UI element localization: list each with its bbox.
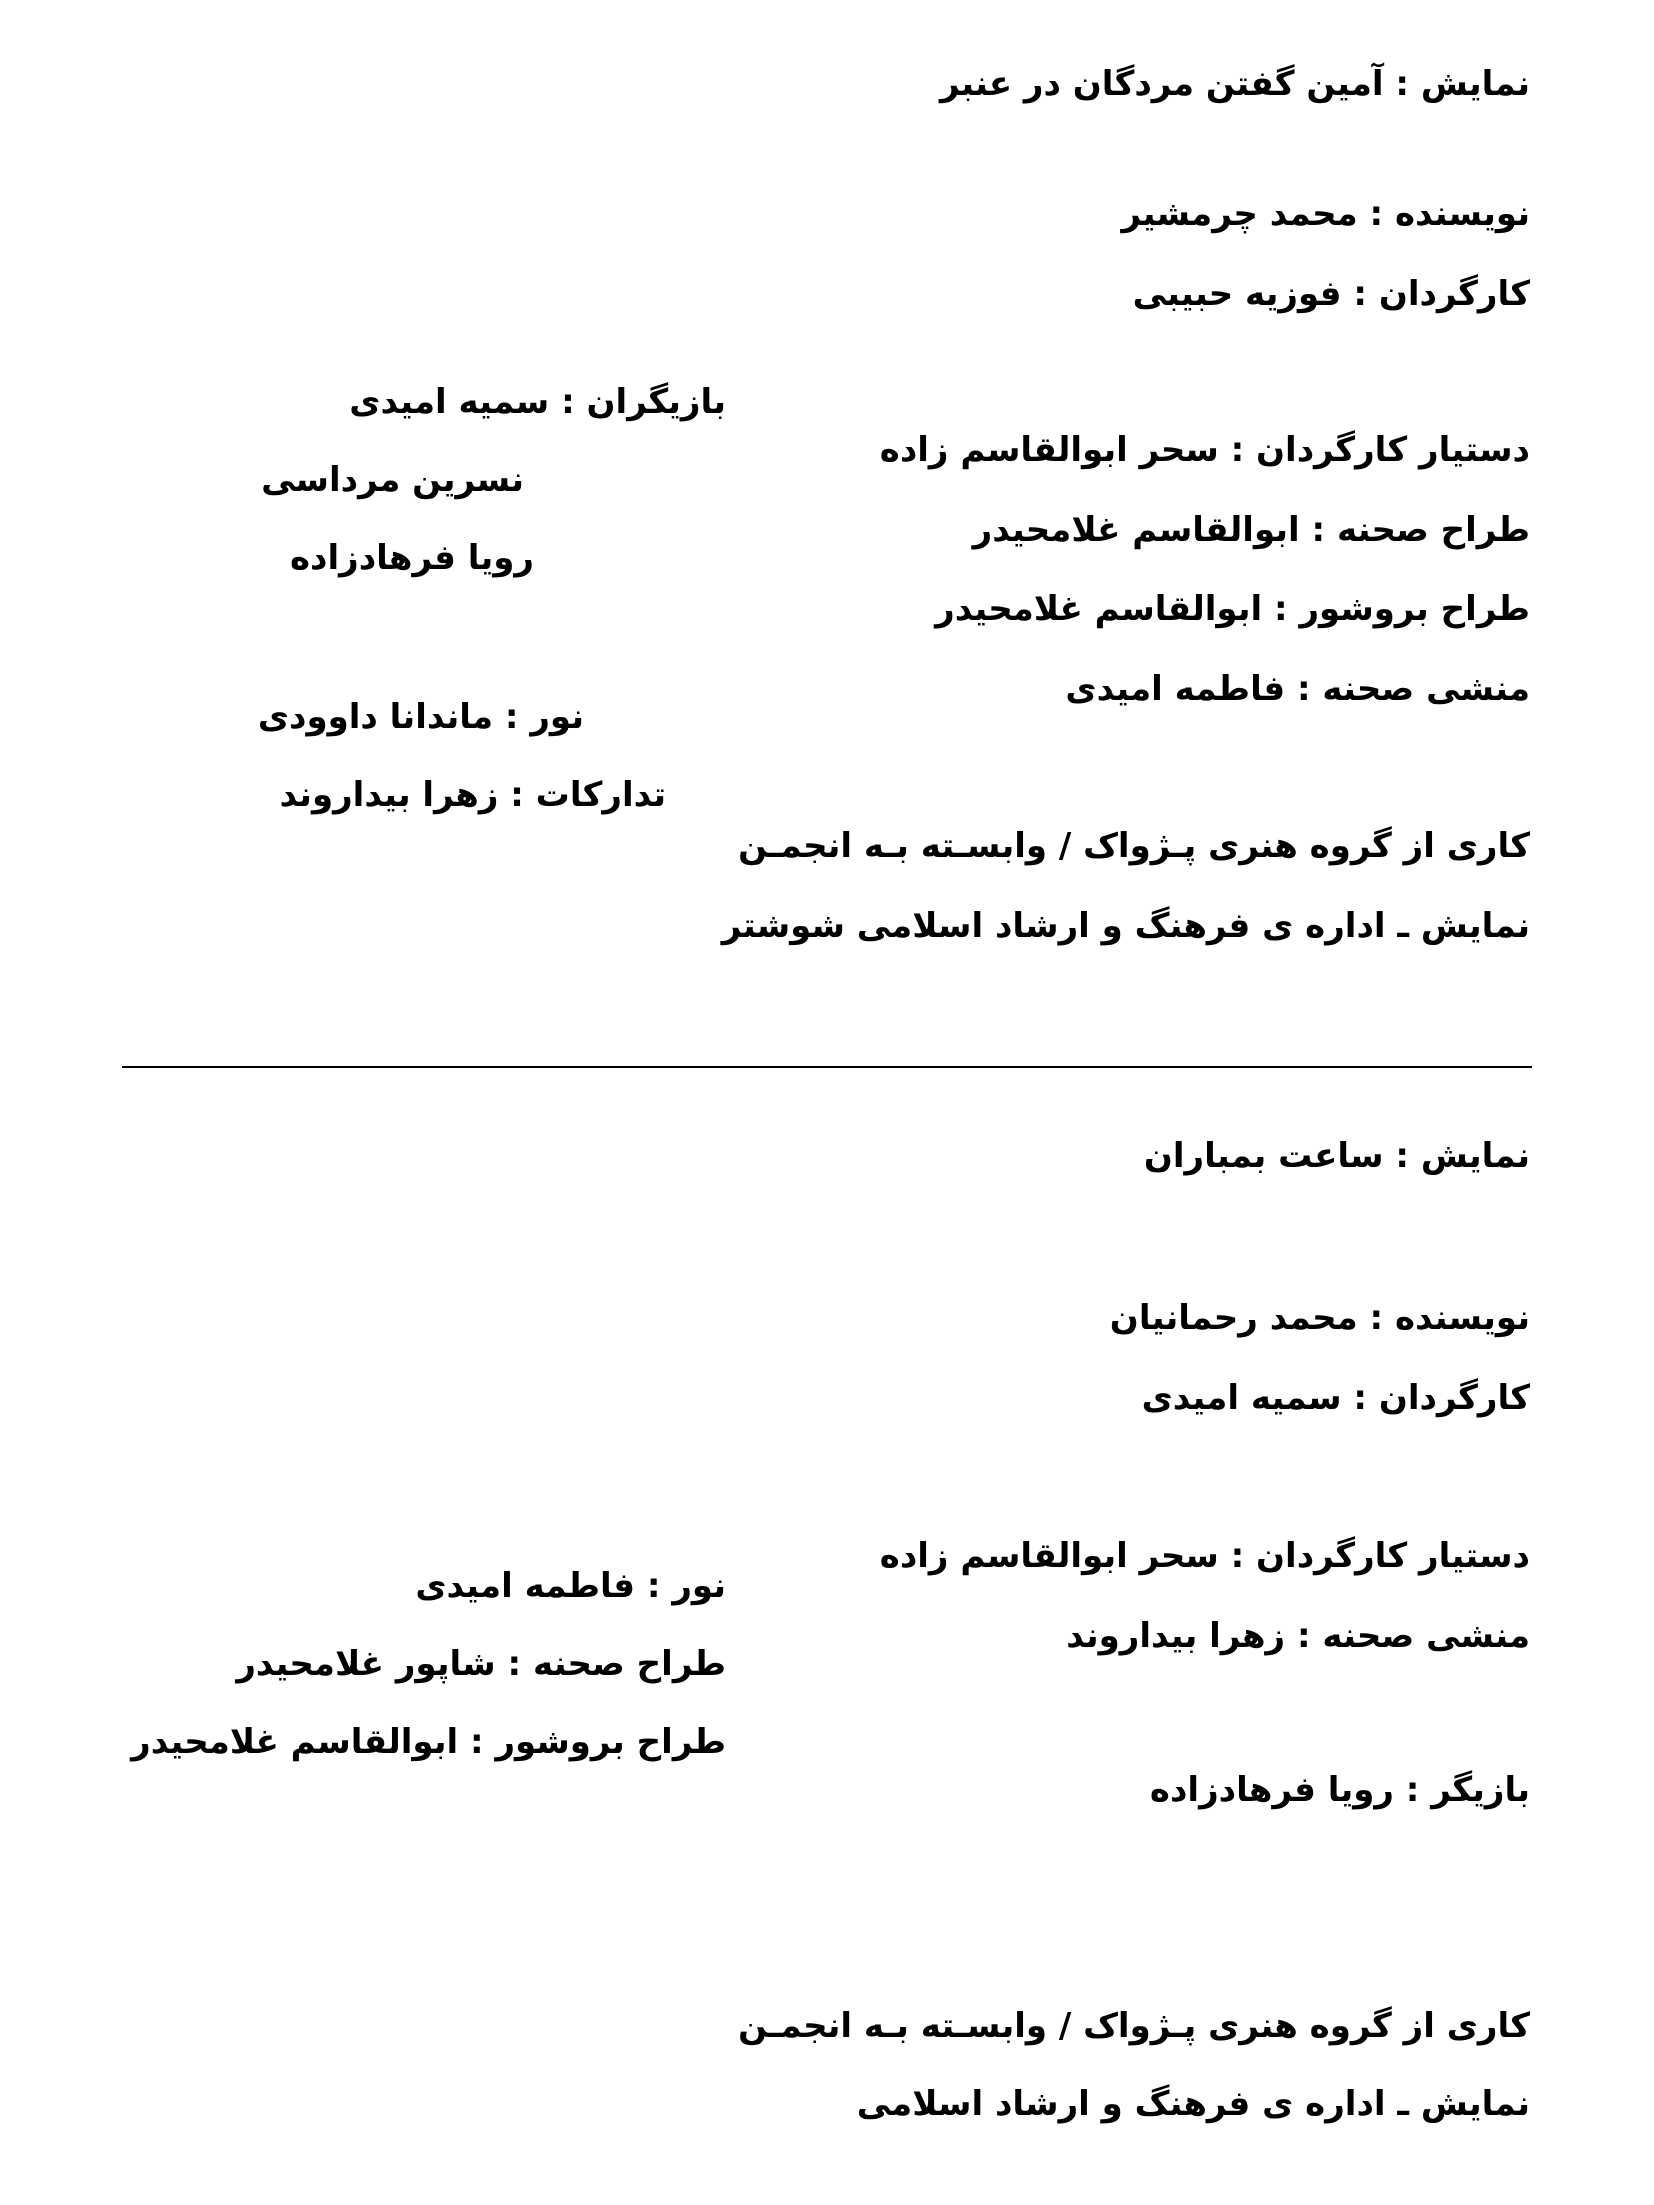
show2-credit-line-1: کاری از گروه هنری پـژواک / وابسـته بـه انجمـن	[738, 2006, 1530, 2046]
show1-director: کارگردان : فوزیه حبیبی	[1132, 274, 1530, 314]
show1-lighting: نور : ماندانا داوودی	[257, 697, 584, 737]
show1-credit-line-1: کاری از گروه هنری پـژواک / وابسـته بـه انجمـن	[738, 826, 1530, 866]
show1-script-supervisor: منشی صحنه : فاطمه امیدی	[1065, 669, 1530, 709]
show1-writer: نویسنده : محمد چرمشیر	[1121, 194, 1530, 234]
show1-brochure-designer: طراح بروشور : ابوالقاسم غلامحیدر	[935, 589, 1530, 629]
show1-actor-3: رویا فرهادزاده	[289, 538, 534, 578]
show1-set-designer: طراح صحنه : ابوالقاسم غلامحیدر	[972, 510, 1530, 550]
show2-director: کارگردان : سمیه امیدی	[1141, 1378, 1530, 1418]
show2-actor: بازیگر : رویا فرهادزاده	[1149, 1770, 1530, 1810]
show1-title: نمایش : آمین گفتن مردگان در عنبر	[939, 64, 1530, 104]
show2-script-supervisor: منشی صحنه : زهرا بیداروند	[1066, 1616, 1530, 1656]
show1-actor-2: نسرین مرداسی	[261, 460, 524, 500]
show1-credit-line-2: نمایش ـ اداره ی فرهنگ و ارشاد اسلامی شوشتر	[721, 906, 1530, 946]
show2-brochure-designer: طراح بروشور : ابوالقاسم غلامحیدر	[131, 1722, 726, 1762]
section-divider	[122, 1066, 1532, 1068]
show2-assistant-director: دستیار کارگردان : سحر ابوالقاسم زاده	[879, 1536, 1530, 1576]
show2-credit-line-2: نمایش ـ اداره ی فرهنگ و ارشاد اسلامی	[856, 2084, 1530, 2124]
show2-title: نمایش : ساعت بمباران	[1143, 1136, 1530, 1176]
show2-lighting: نور : فاطمه امیدی	[415, 1566, 726, 1606]
show1-assistant-director: دستیار کارگردان : سحر ابوالقاسم زاده	[879, 430, 1530, 470]
show1-logistics: تدارکات : زهرا بیداروند	[279, 775, 666, 815]
show2-writer: نویسنده : محمد رحمانیان	[1109, 1298, 1530, 1338]
show1-actors-label: بازیگران : سمیه امیدی	[349, 382, 726, 422]
show2-set-designer: طراح صحنه : شاپور غلامحیدر	[236, 1644, 726, 1684]
